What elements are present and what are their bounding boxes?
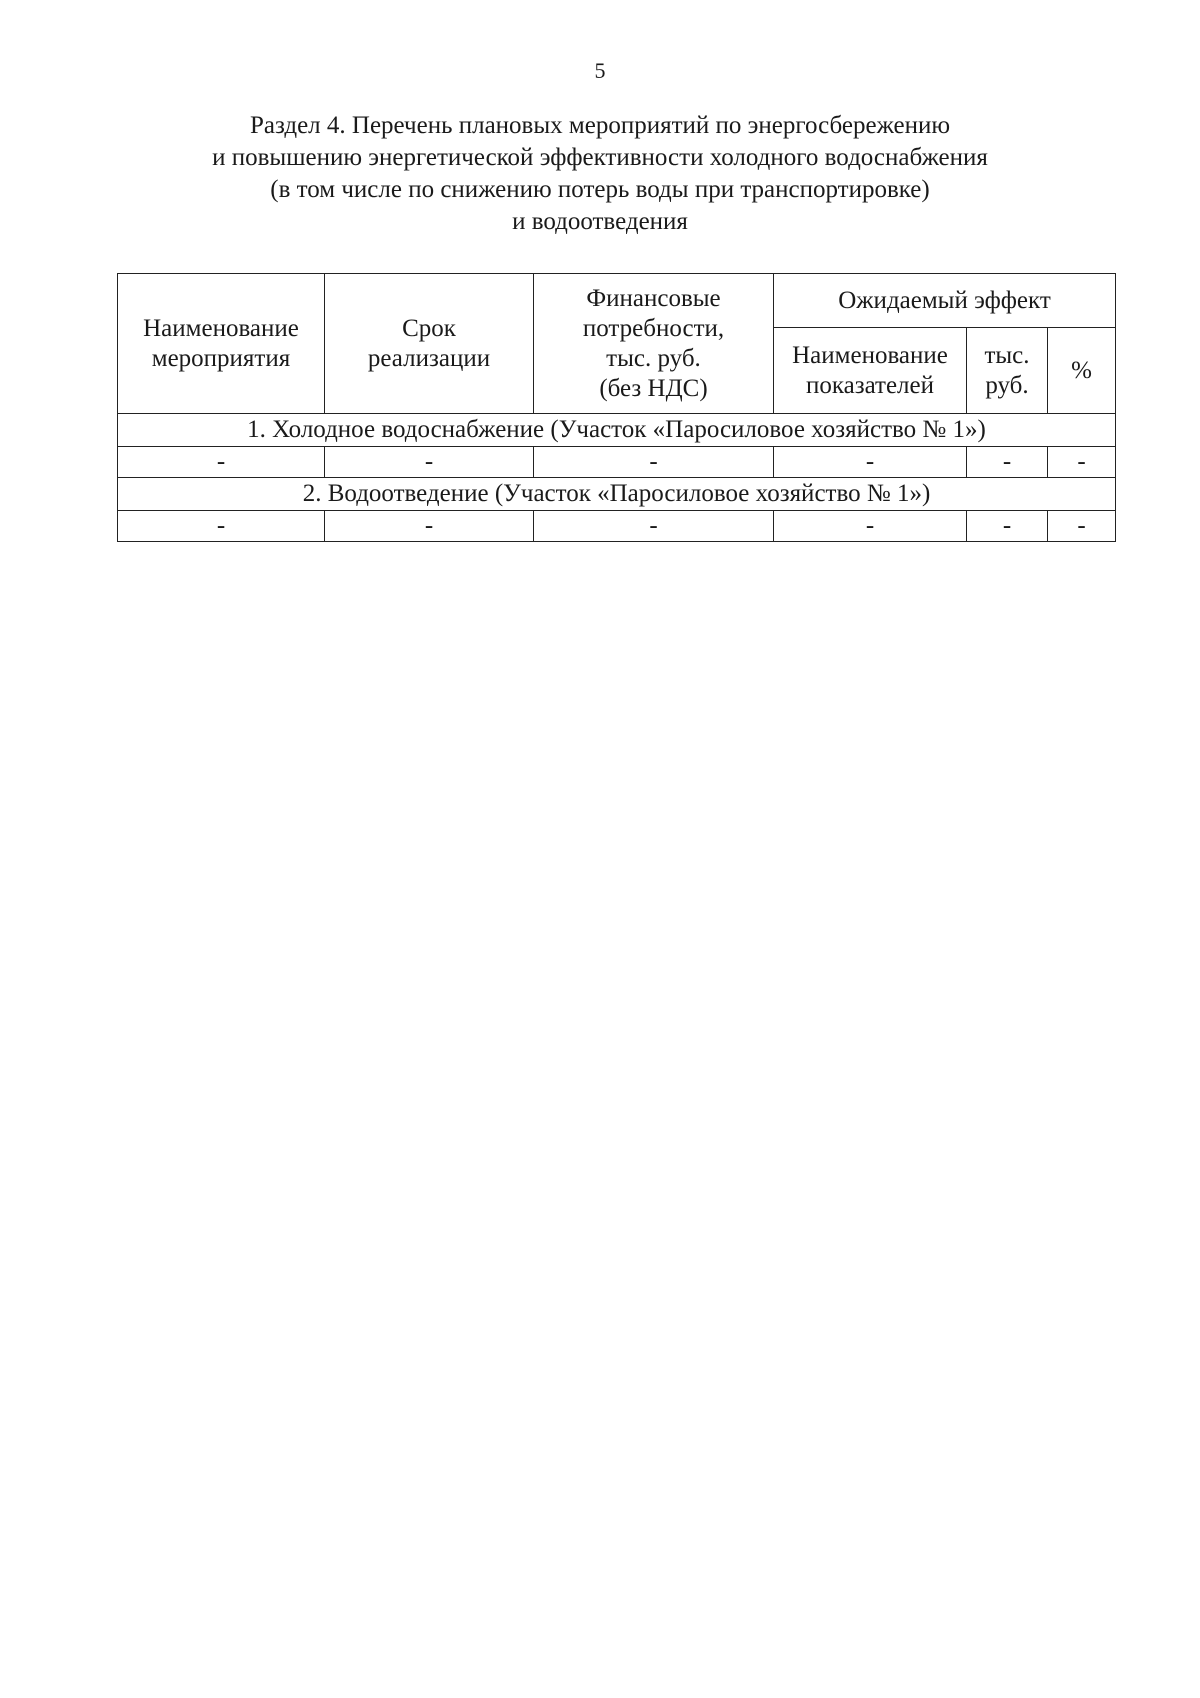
- header-thousand-rub: [967, 328, 1048, 414]
- section-row: [118, 414, 1116, 447]
- table-cell: -: [1048, 447, 1116, 478]
- header-measure-name: [118, 274, 325, 414]
- table-cell: -: [325, 511, 534, 542]
- header-text: Финансовые: [586, 284, 721, 312]
- header-row: [118, 274, 1116, 328]
- title-line: Раздел 4. Перечень плановых мероприятий по энергосбережению: [249, 112, 951, 139]
- table-cell: -: [774, 511, 967, 542]
- header-text: мероприятия: [151, 344, 291, 372]
- header-text: Наименование: [143, 314, 299, 342]
- table-cell: -: [118, 447, 325, 478]
- header-text: показателей: [805, 371, 935, 399]
- header-text: (без НДС): [599, 374, 708, 402]
- header-percent: %: [1048, 328, 1116, 414]
- header-text: Срок: [402, 314, 456, 342]
- table-row: [118, 447, 1116, 478]
- header-text: тыс.: [984, 341, 1030, 369]
- measures-table: [117, 273, 1116, 542]
- header-expected-effect: Ожидаемый эффект: [774, 274, 1116, 328]
- table-cell: -: [774, 447, 967, 478]
- table-cell: -: [118, 511, 325, 542]
- title-line: и водоотведения: [512, 208, 688, 235]
- table-cell: -: [534, 447, 774, 478]
- table-row: [118, 511, 1116, 542]
- table-cell: -: [534, 511, 774, 542]
- table-cell: -: [1048, 511, 1116, 542]
- title-line: (в том числе по снижению потерь воды при транспортировке): [270, 176, 930, 203]
- header-term: [325, 274, 534, 414]
- header-text: руб.: [985, 371, 1029, 399]
- table-cell: -: [325, 447, 534, 478]
- header-text: потребности,: [582, 314, 725, 342]
- header-text: реализации: [367, 344, 491, 372]
- page-number: 5: [594, 58, 606, 83]
- header-text: тыс. руб.: [606, 344, 701, 372]
- section-title-cell: 1. Холодное водоснабжение (Участок «Паросиловое хозяйство № 1»): [118, 414, 1116, 447]
- header-text: Наименование: [792, 341, 948, 369]
- header-financial-needs: [534, 274, 774, 414]
- table-cell: -: [967, 447, 1048, 478]
- title-line: и повышению энергетической эффективности холодного водоснабжения: [212, 144, 988, 171]
- section-row: [118, 478, 1116, 511]
- section-title-cell: 2. Водоотведение (Участок «Паросиловое хозяйство № 1»): [118, 478, 1116, 511]
- section-title: [100, 110, 1100, 238]
- table-cell: -: [967, 511, 1048, 542]
- header-indicator-name: [774, 328, 967, 414]
